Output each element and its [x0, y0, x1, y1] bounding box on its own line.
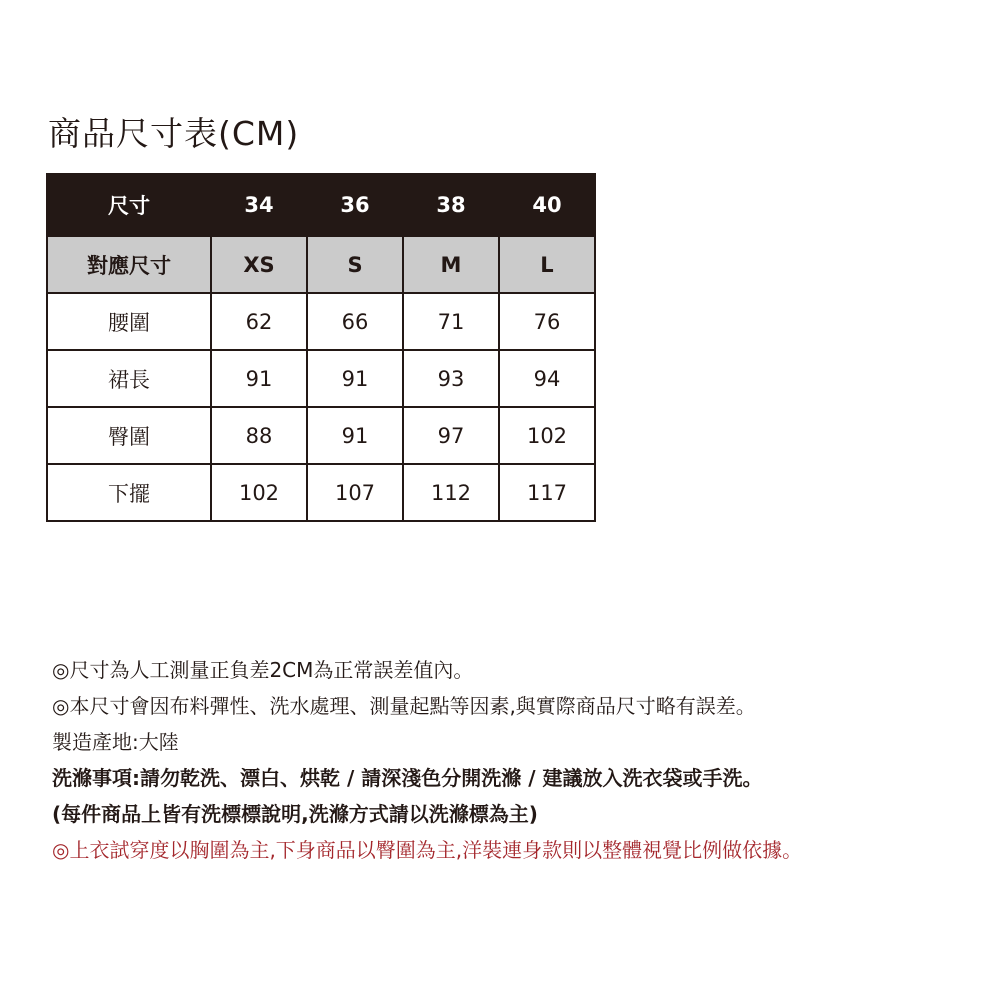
table-cell: 102: [499, 407, 595, 464]
table-cell: 66: [307, 293, 403, 350]
table-cell: 91: [307, 407, 403, 464]
header-cell: 尺寸: [47, 174, 211, 236]
table-cell: 102: [211, 464, 307, 521]
notes-section: [52, 652, 992, 868]
header-cell: 36: [307, 174, 403, 236]
header-cell: 40: [499, 174, 595, 236]
mapping-cell: M: [403, 236, 499, 293]
note-origin: 製造產地:大陸: [52, 730, 179, 754]
row-label: 下擺: [47, 464, 211, 521]
size-mapping-row: [47, 236, 595, 293]
table-header-row: [47, 174, 595, 236]
row-label: 腰圍: [47, 293, 211, 350]
note-washing-label: (每件商品上皆有洗標標說明,洗滌方式請以洗滌標為主): [52, 802, 538, 826]
table-cell: 112: [403, 464, 499, 521]
table-row: [47, 350, 595, 407]
table-cell: 107: [307, 464, 403, 521]
row-label: 裙長: [47, 350, 211, 407]
table-row: [47, 464, 595, 521]
page-title: 商品尺寸表(CM): [48, 114, 300, 153]
note-washing-instructions: 洗滌事項:請勿乾洗、漂白、烘乾 / 請深淺色分開洗滌 / 建議放入洗衣袋或手洗。: [52, 766, 763, 790]
table-cell: 88: [211, 407, 307, 464]
header-cell: 34: [211, 174, 307, 236]
table-cell: 97: [403, 407, 499, 464]
mapping-cell: S: [307, 236, 403, 293]
table-row: [47, 293, 595, 350]
note-fitting-guide: ◎上衣試穿度以胸圍為主,下身商品以臀圍為主,洋裝連身款則以整體視覺比例做依據。: [52, 838, 803, 862]
mapping-cell: L: [499, 236, 595, 293]
mapping-cell: XS: [211, 236, 307, 293]
table-cell: 94: [499, 350, 595, 407]
header-cell: 38: [403, 174, 499, 236]
note-size-variance: ◎本尺寸會因布料彈性、洗水處理、測量起點等因素,與實際商品尺寸略有誤差。: [52, 694, 756, 718]
table-cell: 91: [211, 350, 307, 407]
table-cell: 71: [403, 293, 499, 350]
table-cell: 76: [499, 293, 595, 350]
note-measurement-tolerance: ◎尺寸為人工測量正負差2CM為正常誤差值內。: [52, 658, 474, 682]
table-cell: 117: [499, 464, 595, 521]
table-cell: 93: [403, 350, 499, 407]
table-row: [47, 407, 595, 464]
table-cell: 62: [211, 293, 307, 350]
row-label: 臀圍: [47, 407, 211, 464]
table-cell: 91: [307, 350, 403, 407]
mapping-cell: 對應尺寸: [47, 236, 211, 293]
size-table: [46, 173, 596, 522]
